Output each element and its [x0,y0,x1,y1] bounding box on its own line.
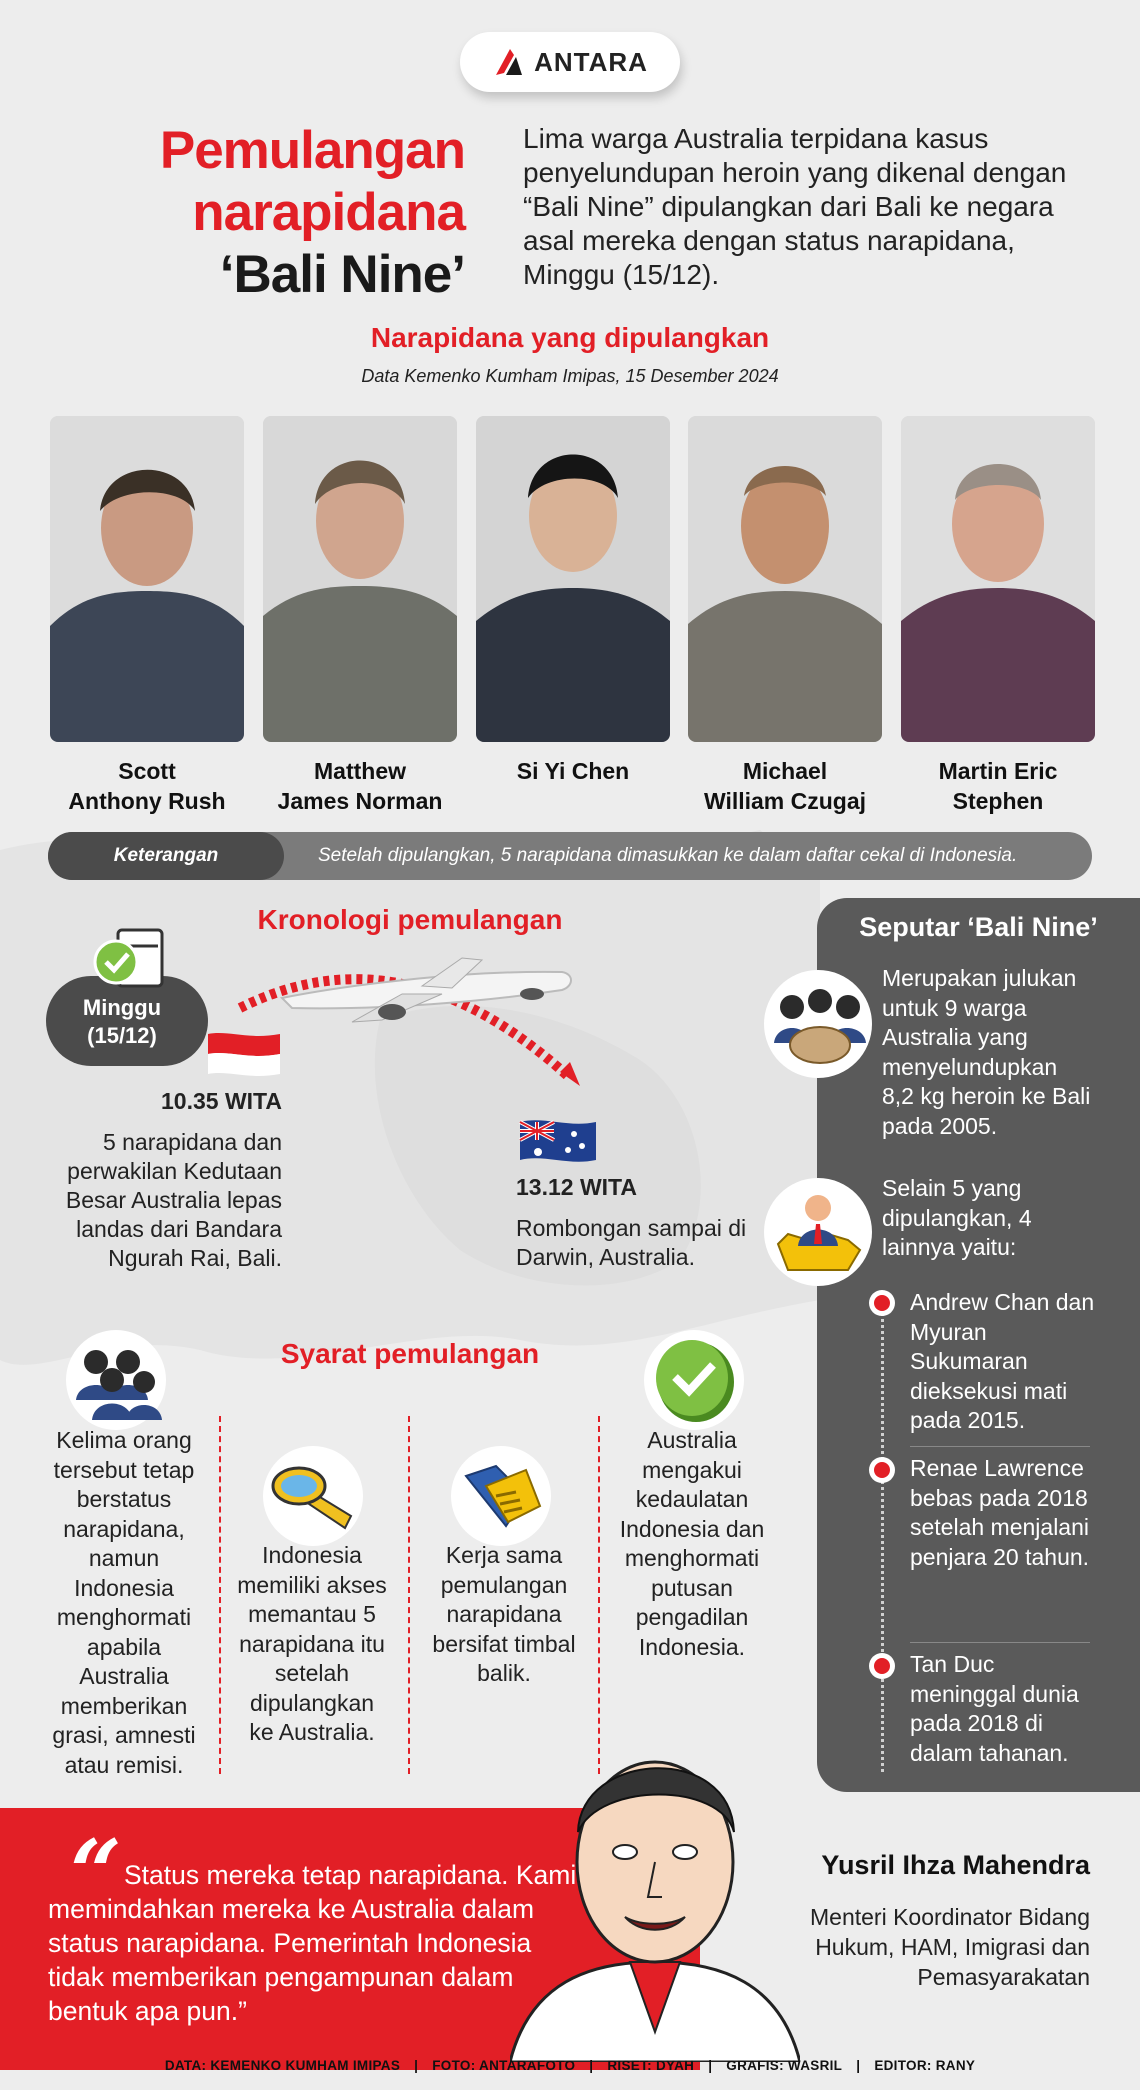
logo-text: ANTARA [534,46,648,77]
group-meeting-icon [764,970,872,1078]
prisoner-name: Matthew James Norman [277,758,443,814]
prisoner-photo [688,416,882,742]
day-name: Minggu [82,995,162,1020]
prisoner-photo [901,416,1095,742]
prisoner-name: Michael William Czugaj [703,758,867,814]
credit-riset: RISET: DYAH [607,2058,695,2073]
title-line-2: narapidana [192,183,465,242]
separator [910,1446,1090,1447]
speaker-portrait [510,1712,800,2062]
prisoner-name: Scott Anthony Rush [68,758,226,814]
other-item: Andrew Chan dan Myuran Sukumaran dieksekusi mati pada 2015. [910,1289,1095,1433]
prisoners-heading: Narapidana yang dipulangkan [370,322,770,353]
intro-text: Lima warga Australia terpidana kasus penyelundupan heroin yang dikenal dengan “Bali Nine” dipulangkan dari Bali ke negara asal mereka dengan status narapidana, Minggu (15/12). [523,123,1067,290]
page-title [40,120,465,306]
syarat-item: Kelima orang tersebut tetap berstatus narapidana, namun Indonesia menghormati apabila Australia memberikan grasi, amnesti atau remisi. [52,1427,196,1778]
syarat-heading: Syarat pemulangan [280,1338,540,1369]
airplane-icon [262,950,582,1030]
title-line-3: ‘Bali Nine’ [219,245,465,304]
arrival-time: 13.12 WITA [516,1174,637,1200]
speaker-role: Menteri Koordinator Bidang Hukum, HAM, Imigrasi dan Pemasyarakatan [810,1904,1090,1990]
handshake-icon [451,1446,551,1546]
fact-2: Selain 5 yang dipulangkan, 4 lainnya yaitu: [882,1175,1032,1260]
check-badge-icon [644,1330,744,1430]
keterangan-label: Keterangan [48,832,284,880]
timeline-line [881,1306,884,1772]
quote-text: Status mereka tetap narapidana. Kami memindahkan mereka ke Australia dalam status narapidana. Pemerintah Indonesia tidak memberikan pengampunan dalam bentuk apa pun.” [48,1860,577,2026]
australia-flag-icon [516,1116,600,1166]
sidebar-title: Seputar ‘Bali Nine’ [859,912,1098,942]
syarat-item: Australia mengakui kedaulatan Indonesia dan menghormati putusan pengadilan Indonesia. [619,1427,765,1660]
keterangan-text: Setelah dipulangkan, 5 narapidana dimasukkan ke dalam daftar cekal di Indonesia. [318,845,1018,866]
quote-mark-icon: “ [70,1820,122,1926]
credit-grafis: GRAFIS: WASRIL [726,2058,843,2073]
prisoner-name: Martin Eric Stephen [938,758,1058,814]
prisoners-source: Data Kemenko Kumham Imipas, 15 Desember 2024 [361,366,779,386]
fact-1: Merupakan julukan untuk 9 warga Australia yang menyelundupkan 8,2 kg heroin ke Bali pada 2005. [882,965,1091,1139]
other-item: Tan Duc meninggal dunia pada 2018 di dalam tahanan. [910,1651,1079,1766]
title-line-1: Pemulangan [159,121,465,180]
syarat-item: Kerja sama pemulangan narapidana bersifat timbal balik. [432,1542,576,1686]
divider [219,1416,221,1774]
antara-logo [460,32,680,92]
calendar-check-icon [92,924,166,994]
speaker-name: Yusril Ihza Mahendra [821,1850,1090,1880]
departure-time: 10.35 WITA [161,1088,282,1114]
credits-footer: DATA: KEMENKO KUMHAM IMIPAS | FOTO: ANTARAFOTO | RISET: DYAH | GRAFIS: WASRIL | EDITOR: RANY [164,2058,976,2073]
syarat-item: Indonesia memiliki akses memantau 5 narapidana itu setelah dipulangkan ke Australia. [237,1542,387,1745]
arrival-desc: Rombongan sampai di Darwin, Australia. [516,1215,747,1270]
departure-desc: 5 narapidana dan perwakilan Kedutaan Besar Australia lepas landas dari Bandara Ngurah Rai, Bali. [65,1129,282,1271]
day-date: (15/12) [87,1023,157,1048]
bullet-dot [869,1457,895,1483]
person-gear-icon [764,1178,872,1286]
group-people-icon [66,1330,166,1430]
prisoner-photo [476,416,670,742]
prisoner-photo [50,416,244,742]
prisoner-name: Si Yi Chen [516,758,630,784]
credit-data: DATA: KEMENKO KUMHAM IMIPAS [164,2058,401,2073]
credit-foto: FOTO: ANTARAFOTO [432,2058,576,2073]
kronologi-heading: Kronologi pemulangan [257,904,563,935]
magnifier-icon [263,1446,363,1546]
bullet-dot [869,1653,895,1679]
separator [910,1642,1090,1643]
other-item: Renae Lawrence bebas pada 2018 setelah menjalani penjara 20 tahun. [910,1455,1090,1570]
prisoner-photo [263,416,457,742]
antara-logo-icon [492,45,526,79]
credit-editor: EDITOR: RANY [874,2058,976,2073]
divider [408,1416,410,1774]
bullet-dot [869,1290,895,1316]
